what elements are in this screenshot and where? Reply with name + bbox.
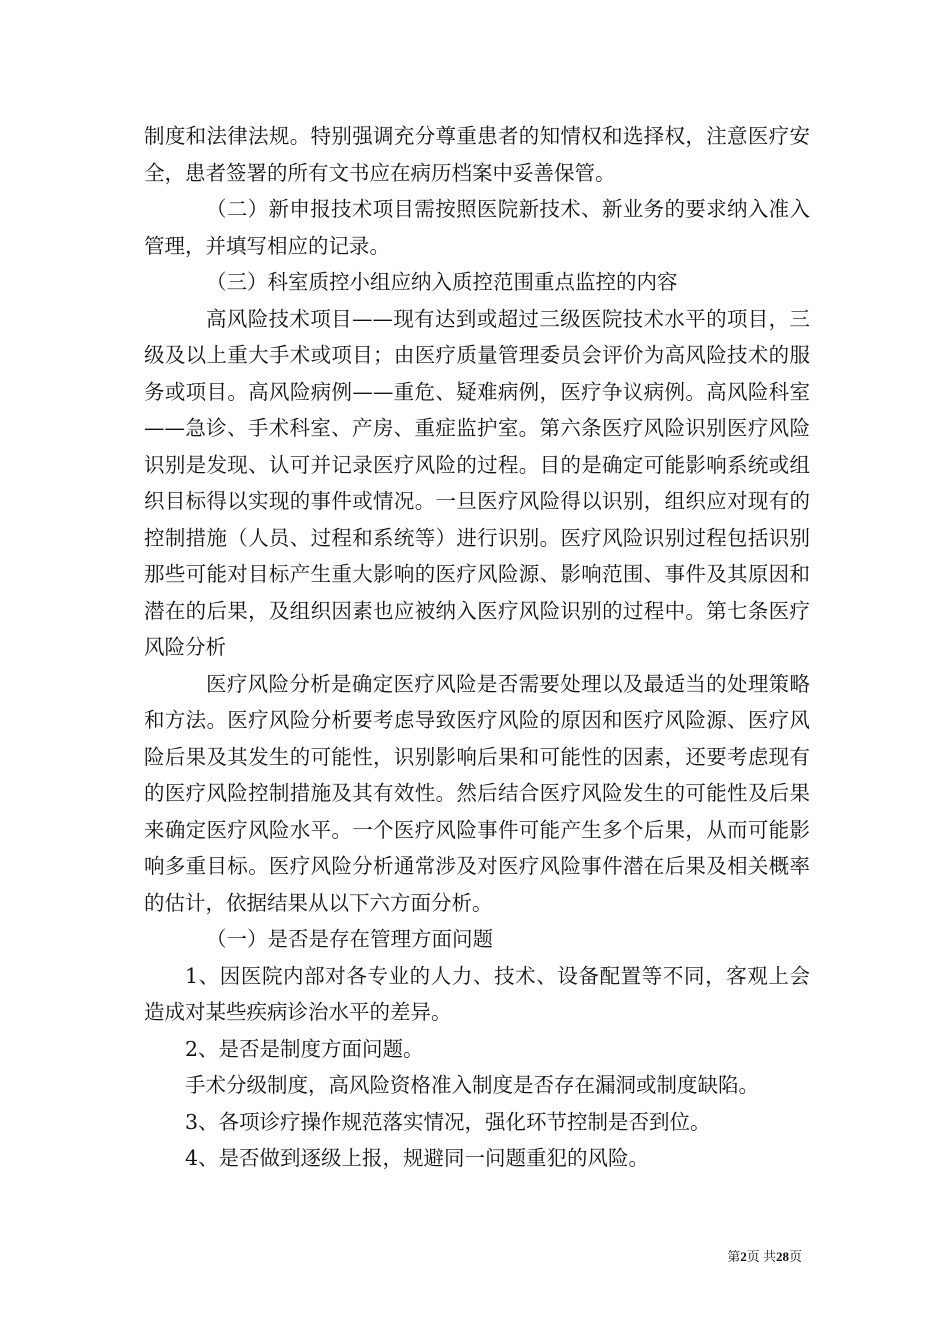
paragraph: 4、是否做到逐级上报，规避同一问题重犯的风险。 [185, 1146, 650, 1170]
paragraph: 制度和法律法规。特别强调充分尊重患者的知情权和选择权，注意医疗安全，患者签署的所有文书应在病历档案中妥善保管。 [144, 124, 810, 185]
footer-total-pages: 28 [775, 1249, 789, 1264]
footer-suffix: 页 [788, 1249, 802, 1264]
paragraph: 医疗风险分析是确定医疗风险是否需要处理以及最适当的处理策略和方法。医疗风险分析要考虑导致医疗风险的原因和医疗风险源、医疗风险后果及其发生的可能性，识别影响后果和可能性的因素，还要考虑现有的医疗风险控制措施及其有效性。然后结合医疗风险发生的可能性及后果来确定医疗风险水平。一个医疗风险事件可能产生多个后果，从而可能影响多重目标。医疗风险分析通常涉及对医疗风险事件潜在后果及相关概率的估计，依据结果从以下六方面分析。 [144, 671, 810, 915]
paragraph: 3、各项诊疗操作规范落实情况，强化环节控制是否到位。 [185, 1109, 711, 1134]
paragraph: 2、是否是制度方面问题。 [185, 1036, 424, 1061]
paragraph: 高风险技术项目——现有达到或超过三级医院技术水平的项目，三级及以上重大手术或项目；由医疗质量管理委员会评价为高风险技术的服务或项目。高风险病例——重危、疑难病例，医疗争议病例。高风险科室——急诊、手术科室、产房、重症监护室。第六条医疗风险识别医疗风险识别是发现、认可并记录医疗风险的过程。目的是确定可能影响系统或组织目标得以实现的事件或情况。一旦医疗风险得以识别，组织应对现有的控制措施（人员、过程和系统等）进行识别。医疗风险识别过程包括识别那些可能对目标产生重大影响的医疗风险源、影响范围、事件及其原因和潜在的后果，及组织因素也应被纳入医疗风险识别的过程中。第七条医疗风险分析 [144, 306, 810, 659]
footer-prefix: 第 [727, 1249, 741, 1264]
page-number-footer [727, 1246, 802, 1265]
paragraph: 手术分级制度，高风险资格准入制度是否存在漏洞或制度缺陷。 [185, 1073, 759, 1097]
footer-middle: 页 共 [746, 1249, 776, 1264]
paragraph: （三）科室质控小组应纳入质控范围重点监控的内容 [206, 270, 678, 294]
paragraph: （一）是否是存在管理方面问题 [206, 927, 493, 951]
paragraph: （二）新申报技术项目需按照医院新技术、新业务的要求纳入准入管理，并填写相应的记录。 [144, 197, 810, 258]
footer-current-page: 2 [740, 1249, 747, 1264]
paragraph: 1、因医院内部对各专业的人力、技术、设备配置等不同，客观上会造成对某些疾病诊治水平的差异。 [144, 963, 810, 1024]
document-body [144, 118, 810, 1177]
